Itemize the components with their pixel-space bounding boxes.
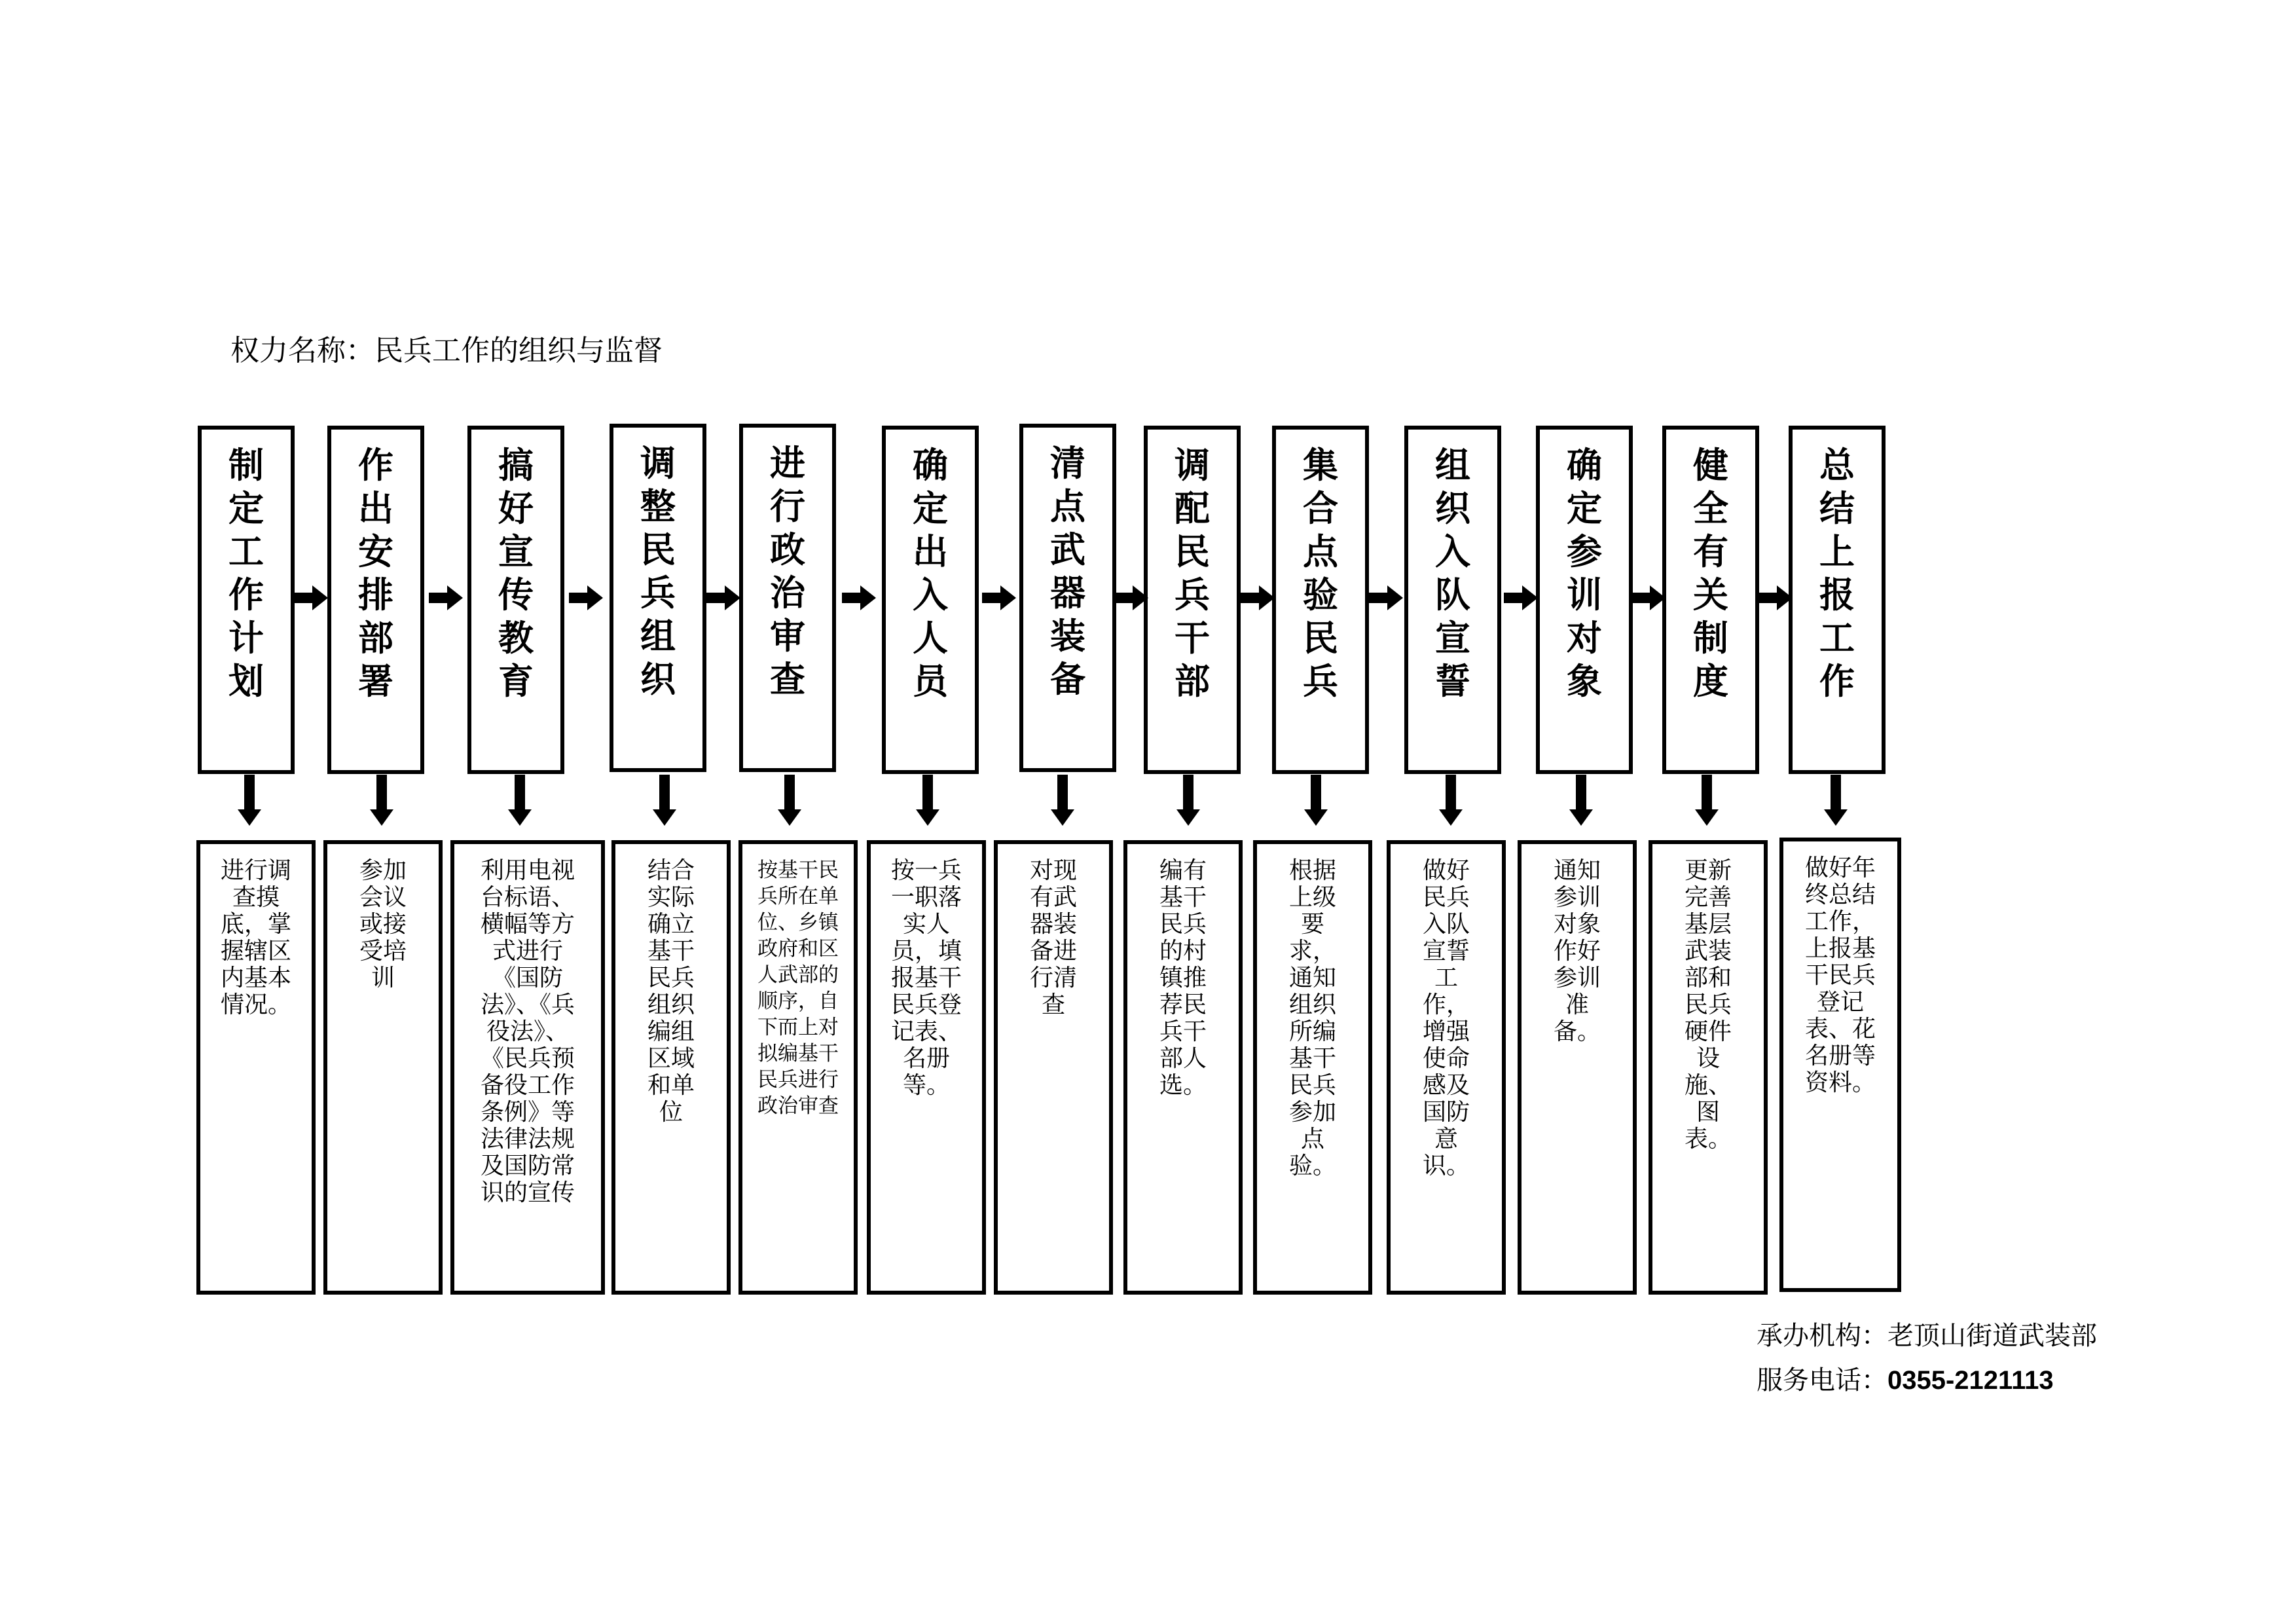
step-label: 确定参训对象 [1567, 445, 1602, 702]
right-arrow-icon [706, 585, 742, 610]
right-arrow-icon [982, 585, 1017, 610]
right-arrow-icon [429, 585, 464, 610]
right-arrow-icon [1631, 585, 1667, 610]
down-arrow-icon [1304, 775, 1328, 827]
right-arrow-icon [1504, 585, 1539, 610]
down-arrow-icon [508, 775, 532, 827]
step-label: 调配民兵干部 [1175, 445, 1210, 702]
detail-text: 做好年终总结工作，上报基干民兵登记表、花名册等资料。 [1804, 855, 1876, 1096]
detail-box [1123, 840, 1243, 1295]
detail-text: 更新完善基层武装部和民兵硬件设施、图表。 [1684, 857, 1732, 1153]
detail-box [738, 840, 858, 1295]
detail-box [1253, 840, 1372, 1295]
right-arrow-icon [1114, 585, 1150, 610]
detail-box [196, 840, 316, 1295]
down-arrow-icon [238, 775, 261, 827]
detail-box [611, 840, 731, 1295]
down-arrow-icon [778, 775, 801, 827]
step-label: 总结上报工作 [1819, 445, 1855, 702]
detail-text: 进行调查摸底，掌握辖区内基本情况。 [220, 857, 291, 1018]
step-box [327, 426, 424, 774]
step-label: 组织入队宣誓 [1435, 445, 1470, 702]
right-arrow-icon [1241, 585, 1276, 610]
step-box [610, 424, 706, 772]
step-box [882, 426, 979, 774]
phone-number: 0355-2121113 [1887, 1366, 2054, 1395]
detail-box [1387, 840, 1506, 1295]
down-arrow-icon [916, 775, 939, 827]
right-arrow-icon [569, 585, 604, 610]
step-box [467, 426, 564, 774]
step-label: 调整民兵组织 [640, 443, 676, 700]
step-box [1404, 426, 1501, 774]
down-arrow-icon [1051, 775, 1074, 827]
detail-text: 按基干民兵所在单位、乡镇政府和区人武部的顺序，自下而上对拟编基干民兵进行政治审查 [757, 858, 839, 1118]
step-box [198, 426, 295, 774]
page-title: 权力名称：民兵工作的组织与监督 [230, 334, 663, 367]
step-box [1536, 426, 1633, 774]
phone-line [1757, 1362, 2054, 1399]
down-arrow-icon [1695, 775, 1719, 827]
detail-box [994, 840, 1113, 1295]
phone-label: 服务电话： [1757, 1365, 1887, 1395]
detail-text: 编有基干民兵的村镇推荐民兵干部人选。 [1159, 857, 1207, 1099]
detail-box [867, 840, 986, 1295]
step-label: 健全有关制度 [1693, 445, 1728, 702]
detail-text: 做好民兵入队宣誓工作，增强使命感及国防意识。 [1422, 857, 1470, 1179]
step-label: 集合点验民兵 [1303, 445, 1338, 702]
step-label: 搞好宣传教育 [498, 445, 534, 702]
detail-box [1779, 838, 1901, 1292]
right-arrow-icon [1369, 585, 1404, 610]
down-arrow-icon [1824, 775, 1848, 827]
detail-text: 通知参训对象作好参训准备。 [1553, 857, 1601, 1045]
right-arrow-icon [294, 585, 329, 610]
detail-text: 按一兵一职落实人员，填报基干民兵登记表、名册等。 [890, 857, 962, 1099]
detail-box [450, 840, 605, 1295]
organizer-label: 承办机构：老顶山街道武装部 [1757, 1321, 2097, 1351]
step-label: 进行政治审查 [770, 443, 805, 700]
step-label: 制定工作计划 [228, 445, 264, 702]
down-arrow-icon [370, 775, 393, 827]
detail-box [1518, 840, 1637, 1295]
detail-text: 结合实际确立基干民兵组织编组区域和单位 [647, 857, 695, 1126]
right-arrow-icon [842, 585, 877, 610]
step-box [739, 424, 836, 772]
step-box [1019, 424, 1116, 772]
down-arrow-icon [1569, 775, 1593, 827]
step-label: 作出安排部署 [358, 445, 393, 702]
detail-box [323, 840, 443, 1295]
step-label: 确定出入人员 [913, 445, 948, 702]
step-box [1272, 426, 1369, 774]
detail-box [1649, 840, 1768, 1295]
step-box [1144, 426, 1241, 774]
down-arrow-icon [1176, 775, 1200, 827]
down-arrow-icon [653, 775, 676, 827]
step-box [1789, 426, 1886, 774]
detail-text: 对现有武器装备进行清查 [1029, 857, 1077, 1018]
detail-text: 根据上级要求，通知组织所编基干民兵参加点验。 [1288, 857, 1336, 1179]
step-box [1662, 426, 1759, 774]
down-arrow-icon [1439, 775, 1463, 827]
step-label: 清点武器装备 [1050, 443, 1085, 700]
detail-text: 参加会议或接受培训 [359, 857, 407, 991]
right-arrow-icon [1758, 585, 1794, 610]
detail-text: 利用电视台标语、横幅等方式进行《国防法》、《兵役法》、《民兵预备役工作条例》等法律法规及国防常识的宣传 [480, 857, 575, 1206]
